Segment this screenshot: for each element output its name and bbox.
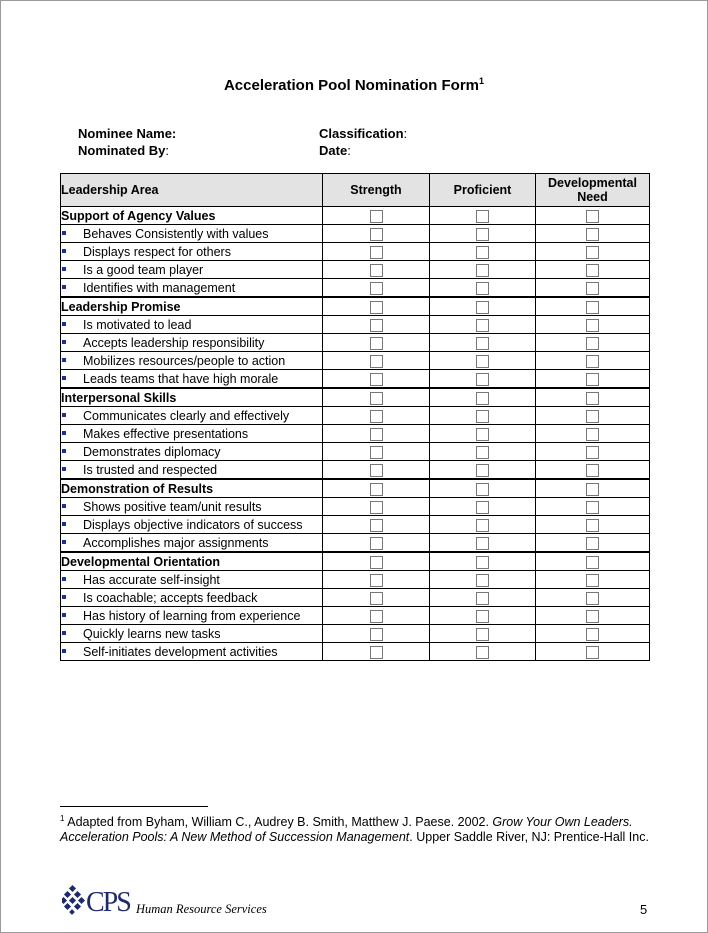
bullet-icon (62, 267, 66, 271)
developmental-need-checkbox[interactable] (586, 282, 599, 295)
date-label: Date: (319, 143, 351, 158)
proficient-cell (430, 370, 536, 389)
developmental-need-checkbox[interactable] (586, 628, 599, 641)
developmental-need-cell (536, 334, 650, 352)
table-row (61, 407, 650, 425)
header-developmental-need: Developmental Need (536, 174, 650, 207)
proficient-cell (430, 425, 536, 443)
bullet-icon (62, 358, 66, 362)
bullet-icon (62, 285, 66, 289)
header-leadership-area: Leadership Area (61, 174, 323, 207)
strength-checkbox[interactable] (370, 392, 383, 405)
competency-text: Shows positive team/unit results (83, 499, 262, 514)
strength-cell (323, 225, 430, 243)
section-title-text: Interpersonal Skills (61, 390, 177, 405)
competency-text: Has history of learning from experience (83, 608, 301, 623)
proficient-checkbox[interactable] (476, 246, 489, 259)
developmental-need-cell (536, 207, 650, 225)
page-title: Acceleration Pool Nomination Form$^1$ (223, 76, 485, 94)
strength-cell (323, 571, 430, 589)
developmental-need-checkbox[interactable] (586, 337, 599, 350)
table-row (61, 643, 650, 661)
bullet-icon (62, 376, 66, 380)
proficient-cell (430, 643, 536, 661)
table-row (61, 425, 650, 443)
competency-text: Is a good team player (83, 262, 204, 277)
proficient-checkbox[interactable] (476, 264, 489, 277)
strength-checkbox[interactable] (370, 592, 383, 605)
competency-label (61, 352, 323, 370)
section-row (61, 388, 650, 407)
strength-checkbox[interactable] (370, 628, 383, 641)
developmental-need-cell (536, 243, 650, 261)
strength-checkbox[interactable] (370, 319, 383, 332)
strength-cell (323, 443, 430, 461)
proficient-cell (430, 316, 536, 334)
competency-label (61, 279, 323, 298)
proficient-checkbox[interactable] (476, 446, 489, 459)
section-row (61, 479, 650, 498)
competency-text: Is coachable; accepts feedback (83, 590, 258, 605)
proficient-cell (430, 388, 536, 407)
strength-cell (323, 334, 430, 352)
proficient-checkbox[interactable] (476, 592, 489, 605)
proficient-cell (430, 571, 536, 589)
cps-logo (62, 883, 134, 920)
proficient-checkbox[interactable] (476, 483, 489, 496)
proficient-checkbox[interactable] (476, 410, 489, 423)
table-row (61, 461, 650, 480)
competency-text: Leads teams that have high morale (83, 371, 279, 386)
competency-label (61, 425, 323, 443)
proficient-checkbox[interactable] (476, 501, 489, 514)
strength-checkbox[interactable] (370, 574, 383, 587)
footnote: $^1$ Adapted from Byham, William C., Audrey B. Smith, Matthew J. Paese. 2002. Grow Your Own Leaders. Acceleration Pools: A New Method of Succession Management. Upper Saddle River, NJ: Prentice-Hall Inc. (60, 814, 649, 845)
svg-text:CPS: CPS (86, 887, 130, 915)
proficient-checkbox[interactable] (476, 210, 489, 223)
strength-checkbox[interactable] (370, 264, 383, 277)
bullet-icon (62, 413, 66, 417)
section-title-text: Demonstration of Results (61, 481, 214, 496)
table-body (61, 207, 650, 661)
developmental-need-checkbox[interactable] (586, 319, 599, 332)
section-title-text: Developmental Orientation (61, 554, 221, 569)
strength-cell (323, 479, 430, 498)
table-row (61, 571, 650, 589)
competency-label (61, 643, 323, 661)
bullet-icon (62, 231, 66, 235)
developmental-need-checkbox[interactable] (586, 228, 599, 241)
competency-label (61, 607, 323, 625)
table-row (61, 589, 650, 607)
proficient-checkbox[interactable] (476, 628, 489, 641)
proficient-cell (430, 479, 536, 498)
developmental-need-checkbox[interactable] (586, 464, 599, 477)
proficient-cell (430, 498, 536, 516)
bullet-icon (62, 595, 66, 599)
strength-cell (323, 643, 430, 661)
proficient-checkbox[interactable] (476, 337, 489, 350)
proficient-cell (430, 589, 536, 607)
proficient-cell (430, 207, 536, 225)
table-row (61, 498, 650, 516)
strength-checkbox[interactable] (370, 246, 383, 259)
section-title-text: Support of Agency Values (61, 208, 216, 223)
developmental-need-checkbox[interactable] (586, 410, 599, 423)
proficient-cell (430, 279, 536, 298)
competency-label (61, 571, 323, 589)
competency-text: Self-initiates development activities (83, 644, 278, 659)
competency-text: Demonstrates diplomacy (83, 444, 221, 459)
proficient-checkbox[interactable] (476, 373, 489, 386)
strength-checkbox[interactable] (370, 519, 383, 532)
table-row (61, 225, 650, 243)
developmental-need-checkbox[interactable] (586, 301, 599, 314)
strength-cell (323, 207, 430, 225)
competency-text: Quickly learns new tasks (83, 626, 221, 641)
proficient-cell (430, 407, 536, 425)
proficient-checkbox[interactable] (476, 355, 489, 368)
competency-label (61, 407, 323, 425)
table-row (61, 443, 650, 461)
strength-checkbox[interactable] (370, 410, 383, 423)
developmental-need-cell (536, 498, 650, 516)
nominated-by-label: Nominated By: (78, 143, 170, 158)
developmental-need-checkbox[interactable] (586, 355, 599, 368)
strength-cell (323, 534, 430, 553)
strength-cell (323, 243, 430, 261)
table-row (61, 279, 650, 298)
strength-checkbox[interactable] (370, 282, 383, 295)
competency-label (61, 316, 323, 334)
developmental-need-cell (536, 352, 650, 370)
proficient-cell (430, 261, 536, 279)
developmental-need-checkbox[interactable] (586, 519, 599, 532)
proficient-cell (430, 461, 536, 480)
title-footnote-marker: 1 (479, 76, 485, 86)
strength-cell (323, 370, 430, 389)
proficient-cell (430, 607, 536, 625)
section-title (61, 479, 323, 498)
competency-text: Identifies with management (83, 280, 236, 295)
competency-label (61, 498, 323, 516)
proficient-cell (430, 297, 536, 316)
developmental-need-checkbox[interactable] (586, 210, 599, 223)
competency-label (61, 225, 323, 243)
bullet-icon (62, 522, 66, 526)
strength-checkbox[interactable] (370, 373, 383, 386)
bullet-icon (62, 467, 66, 471)
strength-checkbox[interactable] (370, 210, 383, 223)
competency-label (61, 534, 323, 553)
strength-checkbox[interactable] (370, 228, 383, 241)
strength-cell (323, 607, 430, 625)
developmental-need-checkbox[interactable] (586, 556, 599, 569)
proficient-checkbox[interactable] (476, 537, 489, 550)
developmental-need-checkbox[interactable] (586, 373, 599, 386)
proficient-cell (430, 534, 536, 553)
competency-text: Makes effective presentations (83, 426, 249, 441)
developmental-need-checkbox[interactable] (586, 610, 599, 623)
developmental-need-cell (536, 643, 650, 661)
strength-checkbox[interactable] (370, 556, 383, 569)
competency-text: Communicates clearly and effectively (83, 408, 290, 423)
proficient-checkbox[interactable] (476, 392, 489, 405)
proficient-checkbox[interactable] (476, 556, 489, 569)
nominee-name-label: Nominee Name: (78, 126, 177, 141)
strength-cell (323, 625, 430, 643)
competency-label (61, 261, 323, 279)
strength-cell (323, 425, 430, 443)
strength-checkbox[interactable] (370, 355, 383, 368)
section-title (61, 297, 323, 316)
classification-label: Classification: (319, 126, 408, 141)
developmental-need-cell (536, 261, 650, 279)
competency-text: Accepts leadership responsibility (83, 335, 265, 350)
developmental-need-checkbox[interactable] (586, 501, 599, 514)
competency-label (61, 370, 323, 389)
org-name: Human Resource Services (136, 902, 267, 916)
strength-cell (323, 516, 430, 534)
proficient-cell (430, 443, 536, 461)
developmental-need-cell (536, 571, 650, 589)
developmental-need-checkbox[interactable] (586, 574, 599, 587)
section-row (61, 207, 650, 225)
competency-text: Is trusted and respected (83, 462, 218, 477)
developmental-need-checkbox[interactable] (586, 446, 599, 459)
proficient-checkbox[interactable] (476, 464, 489, 477)
proficient-checkbox[interactable] (476, 646, 489, 659)
bullet-icon (62, 631, 66, 635)
strength-cell (323, 297, 430, 316)
header-proficient: Proficient (430, 174, 536, 207)
competency-text: Accomplishes major assignments (83, 535, 269, 550)
section-title (61, 552, 323, 571)
developmental-need-cell (536, 388, 650, 407)
competency-text: Behaves Consistently with values (83, 226, 269, 241)
bullet-icon (62, 649, 66, 653)
strength-checkbox[interactable] (370, 337, 383, 350)
proficient-checkbox[interactable] (476, 228, 489, 241)
strength-checkbox[interactable] (370, 537, 383, 550)
bullet-icon (62, 340, 66, 344)
developmental-need-cell (536, 534, 650, 553)
developmental-need-cell (536, 625, 650, 643)
table-row (61, 243, 650, 261)
competency-text: Has accurate self-insight (83, 572, 220, 587)
section-title (61, 388, 323, 407)
strength-cell (323, 279, 430, 298)
developmental-need-cell (536, 552, 650, 571)
page-number: 5 (640, 902, 648, 917)
competency-label (61, 243, 323, 261)
developmental-need-checkbox[interactable] (586, 428, 599, 441)
developmental-need-cell (536, 297, 650, 316)
table-row (61, 334, 650, 352)
developmental-need-cell (536, 407, 650, 425)
table-row (61, 352, 650, 370)
developmental-need-cell (536, 279, 650, 298)
bullet-icon (62, 249, 66, 253)
developmental-need-checkbox[interactable] (586, 592, 599, 605)
proficient-cell (430, 243, 536, 261)
developmental-need-cell (536, 225, 650, 243)
footnote-rule (60, 806, 208, 807)
bullet-icon (62, 431, 66, 435)
developmental-need-checkbox[interactable] (586, 264, 599, 277)
competency-label (61, 443, 323, 461)
developmental-need-checkbox[interactable] (586, 246, 599, 259)
table-row (61, 516, 650, 534)
table-row (61, 607, 650, 625)
bullet-icon (62, 504, 66, 508)
competency-label (61, 334, 323, 352)
leadership-table (60, 173, 650, 661)
proficient-checkbox[interactable] (476, 282, 489, 295)
proficient-checkbox[interactable] (476, 574, 489, 587)
bullet-icon (62, 449, 66, 453)
proficient-cell (430, 516, 536, 534)
strength-cell (323, 461, 430, 480)
bullet-icon (62, 540, 66, 544)
proficient-checkbox[interactable] (476, 610, 489, 623)
developmental-need-cell (536, 516, 650, 534)
table-header-row (61, 174, 650, 207)
table-row (61, 316, 650, 334)
developmental-need-cell (536, 316, 650, 334)
section-row (61, 297, 650, 316)
proficient-cell (430, 352, 536, 370)
competency-label (61, 589, 323, 607)
developmental-need-checkbox[interactable] (586, 646, 599, 659)
competency-label (61, 516, 323, 534)
strength-checkbox[interactable] (370, 464, 383, 477)
developmental-need-checkbox[interactable] (586, 537, 599, 550)
strength-cell (323, 352, 430, 370)
bullet-icon (62, 577, 66, 581)
strength-cell (323, 388, 430, 407)
strength-cell (323, 316, 430, 334)
strength-cell (323, 261, 430, 279)
section-title (61, 207, 323, 225)
section-title-text: Leadership Promise (61, 299, 181, 314)
strength-checkbox[interactable] (370, 428, 383, 441)
proficient-checkbox[interactable] (476, 319, 489, 332)
proficient-cell (430, 225, 536, 243)
developmental-need-checkbox[interactable] (586, 392, 599, 405)
strength-cell (323, 552, 430, 571)
strength-checkbox[interactable] (370, 446, 383, 459)
competency-text: Displays respect for others (83, 244, 231, 259)
bullet-icon (62, 613, 66, 617)
strength-checkbox[interactable] (370, 301, 383, 314)
developmental-need-cell (536, 607, 650, 625)
cps-logo-mark (62, 883, 134, 915)
developmental-need-cell (536, 479, 650, 498)
competency-label (61, 461, 323, 480)
header-strength: Strength (323, 174, 430, 207)
proficient-checkbox[interactable] (476, 301, 489, 314)
developmental-need-cell (536, 461, 650, 480)
table-row (61, 625, 650, 643)
competency-text: Is motivated to lead (83, 317, 192, 332)
bullet-icon (62, 322, 66, 326)
developmental-need-cell (536, 589, 650, 607)
developmental-need-checkbox[interactable] (586, 483, 599, 496)
competency-label (61, 625, 323, 643)
proficient-checkbox[interactable] (476, 428, 489, 441)
table-row (61, 534, 650, 553)
strength-cell (323, 407, 430, 425)
developmental-need-cell (536, 370, 650, 389)
developmental-need-cell (536, 443, 650, 461)
proficient-cell (430, 334, 536, 352)
strength-cell (323, 589, 430, 607)
strength-checkbox[interactable] (370, 501, 383, 514)
competency-text: Displays objective indicators of success (83, 517, 303, 532)
strength-checkbox[interactable] (370, 610, 383, 623)
strength-checkbox[interactable] (370, 483, 383, 496)
table-row (61, 370, 650, 389)
proficient-cell (430, 625, 536, 643)
proficient-cell (430, 552, 536, 571)
strength-checkbox[interactable] (370, 646, 383, 659)
section-row (61, 552, 650, 571)
strength-cell (323, 498, 430, 516)
developmental-need-cell (536, 425, 650, 443)
proficient-checkbox[interactable] (476, 519, 489, 532)
competency-text: Mobilizes resources/people to action (83, 353, 286, 368)
table-row (61, 261, 650, 279)
